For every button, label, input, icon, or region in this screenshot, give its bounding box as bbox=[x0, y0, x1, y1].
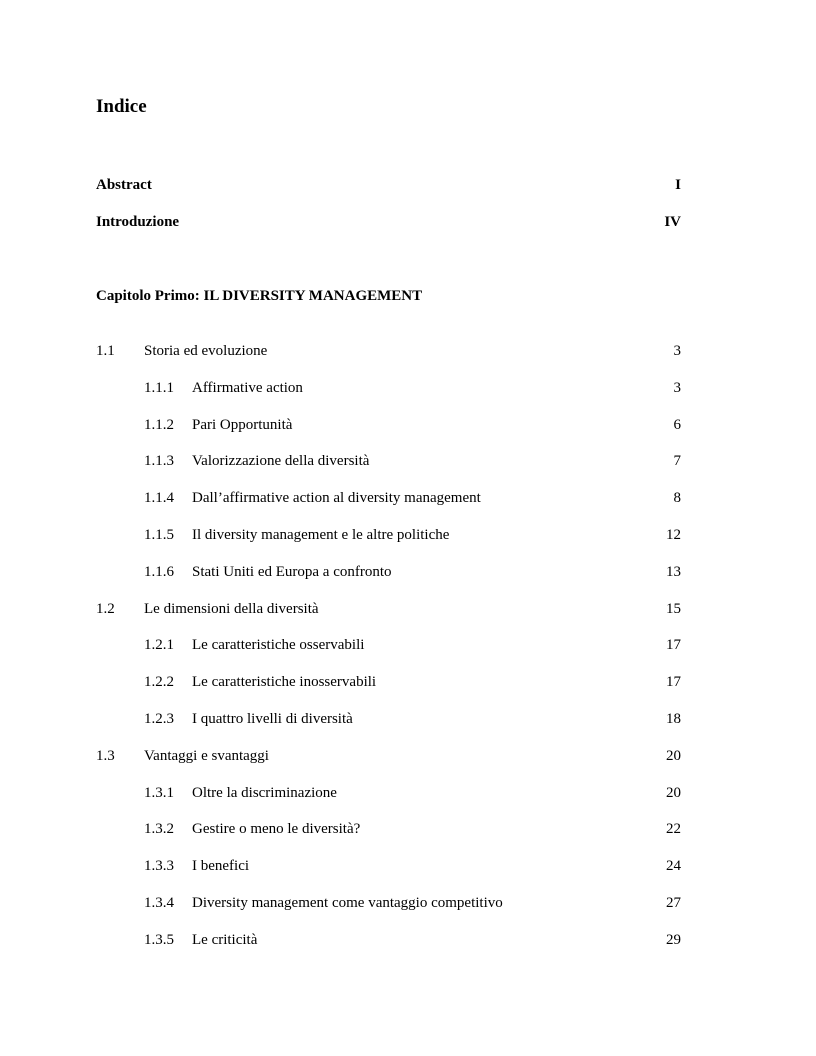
subsection-number: 1.1.3 bbox=[144, 453, 174, 469]
subsection-number: 1.3.5 bbox=[144, 932, 174, 948]
subsection-page: 20 bbox=[666, 785, 681, 801]
subsection-number: 1.1.1 bbox=[144, 380, 174, 396]
toc-subsection bbox=[96, 819, 681, 839]
subsection-title: Le caratteristiche osservabili bbox=[192, 637, 365, 653]
toc-subsection bbox=[96, 709, 681, 729]
page-title: Indice bbox=[96, 96, 147, 117]
toc-subsection bbox=[96, 783, 681, 803]
subsection-number: 1.1.2 bbox=[144, 417, 174, 433]
section-page: 20 bbox=[666, 748, 681, 764]
subsection-title: Stati Uniti ed Europa a confronto bbox=[192, 564, 392, 580]
subsection-page: 17 bbox=[666, 674, 681, 690]
chapter-title: Capitolo Primo: IL DIVERSITY MANAGEMENT bbox=[96, 288, 423, 304]
subsection-title: I benefici bbox=[192, 858, 250, 874]
subsection-title: Dall’affirmative action al diversity management bbox=[192, 490, 481, 506]
subsection-number: 1.1.6 bbox=[144, 564, 174, 580]
subsection-page: 3 bbox=[673, 380, 681, 396]
subsection-title: Diversity management come vantaggio competitivo bbox=[192, 895, 503, 911]
toc-entry-abstract bbox=[96, 175, 681, 195]
section-title: Le dimensioni della diversità bbox=[144, 601, 319, 617]
subsection-page: 27 bbox=[666, 895, 681, 911]
subsection-page: 24 bbox=[666, 858, 681, 874]
subsection-page: 7 bbox=[673, 453, 681, 469]
toc-subsection bbox=[96, 635, 681, 655]
chapter-heading bbox=[96, 286, 681, 306]
subsection-title: Gestire o meno le diversità? bbox=[192, 821, 361, 837]
toc-subsection bbox=[96, 893, 681, 913]
subsection-page: 8 bbox=[673, 490, 681, 506]
subsection-title: I quattro livelli di diversità bbox=[192, 711, 353, 727]
toc-entry-page: IV bbox=[664, 214, 681, 230]
section-title: Vantaggi e svantaggi bbox=[144, 748, 269, 764]
section-page: 3 bbox=[673, 343, 681, 359]
subsection-number: 1.2.2 bbox=[144, 674, 174, 690]
subsection-number: 1.1.5 bbox=[144, 527, 174, 543]
subsection-title: Valorizzazione della diversità bbox=[192, 453, 370, 469]
toc-subsection bbox=[96, 672, 681, 692]
toc-subsection bbox=[96, 525, 681, 545]
subsection-title: Affirmative action bbox=[192, 380, 303, 396]
subsection-title: Pari Opportunità bbox=[192, 417, 293, 433]
section-number: 1.3 bbox=[96, 748, 115, 764]
toc-subsection bbox=[96, 378, 681, 398]
subsection-number: 1.1.4 bbox=[144, 490, 174, 506]
subsection-number: 1.3.1 bbox=[144, 785, 174, 801]
subsection-number: 1.2.1 bbox=[144, 637, 174, 653]
toc-entry-label: Abstract bbox=[96, 177, 152, 193]
subsection-number: 1.3.2 bbox=[144, 821, 174, 837]
toc-entry-label: Introduzione bbox=[96, 214, 180, 230]
subsection-title: Le caratteristiche inosservabili bbox=[192, 674, 377, 690]
subsection-page: 12 bbox=[666, 527, 681, 543]
subsection-number: 1.2.3 bbox=[144, 711, 174, 727]
subsection-page: 17 bbox=[666, 637, 681, 653]
subsection-page: 13 bbox=[666, 564, 681, 580]
subsection-title: Le criticità bbox=[192, 932, 258, 948]
toc-section bbox=[96, 341, 681, 361]
subsection-number: 1.3.3 bbox=[144, 858, 174, 874]
toc-subsection bbox=[96, 930, 681, 950]
toc-subsection bbox=[96, 856, 681, 876]
toc-subsection bbox=[96, 562, 681, 582]
section-number: 1.1 bbox=[96, 343, 115, 359]
toc-subsection bbox=[96, 451, 681, 471]
subsection-page: 6 bbox=[673, 417, 681, 433]
subsection-page: 18 bbox=[666, 711, 681, 727]
toc-entry-page: I bbox=[675, 177, 681, 193]
toc-subsection bbox=[96, 488, 681, 508]
subsection-number: 1.3.4 bbox=[144, 895, 174, 911]
section-title: Storia ed evoluzione bbox=[144, 343, 268, 359]
toc-entry-introduzione bbox=[96, 212, 681, 232]
subsection-page: 22 bbox=[666, 821, 681, 837]
section-page: 15 bbox=[666, 601, 681, 617]
toc-section bbox=[96, 599, 681, 619]
subsection-title: Il diversity management e le altre politiche bbox=[192, 527, 450, 543]
toc-subsection bbox=[96, 415, 681, 435]
subsection-page: 29 bbox=[666, 932, 681, 948]
subsection-title: Oltre la discriminazione bbox=[192, 785, 337, 801]
toc-section bbox=[96, 746, 681, 766]
section-number: 1.2 bbox=[96, 601, 115, 617]
